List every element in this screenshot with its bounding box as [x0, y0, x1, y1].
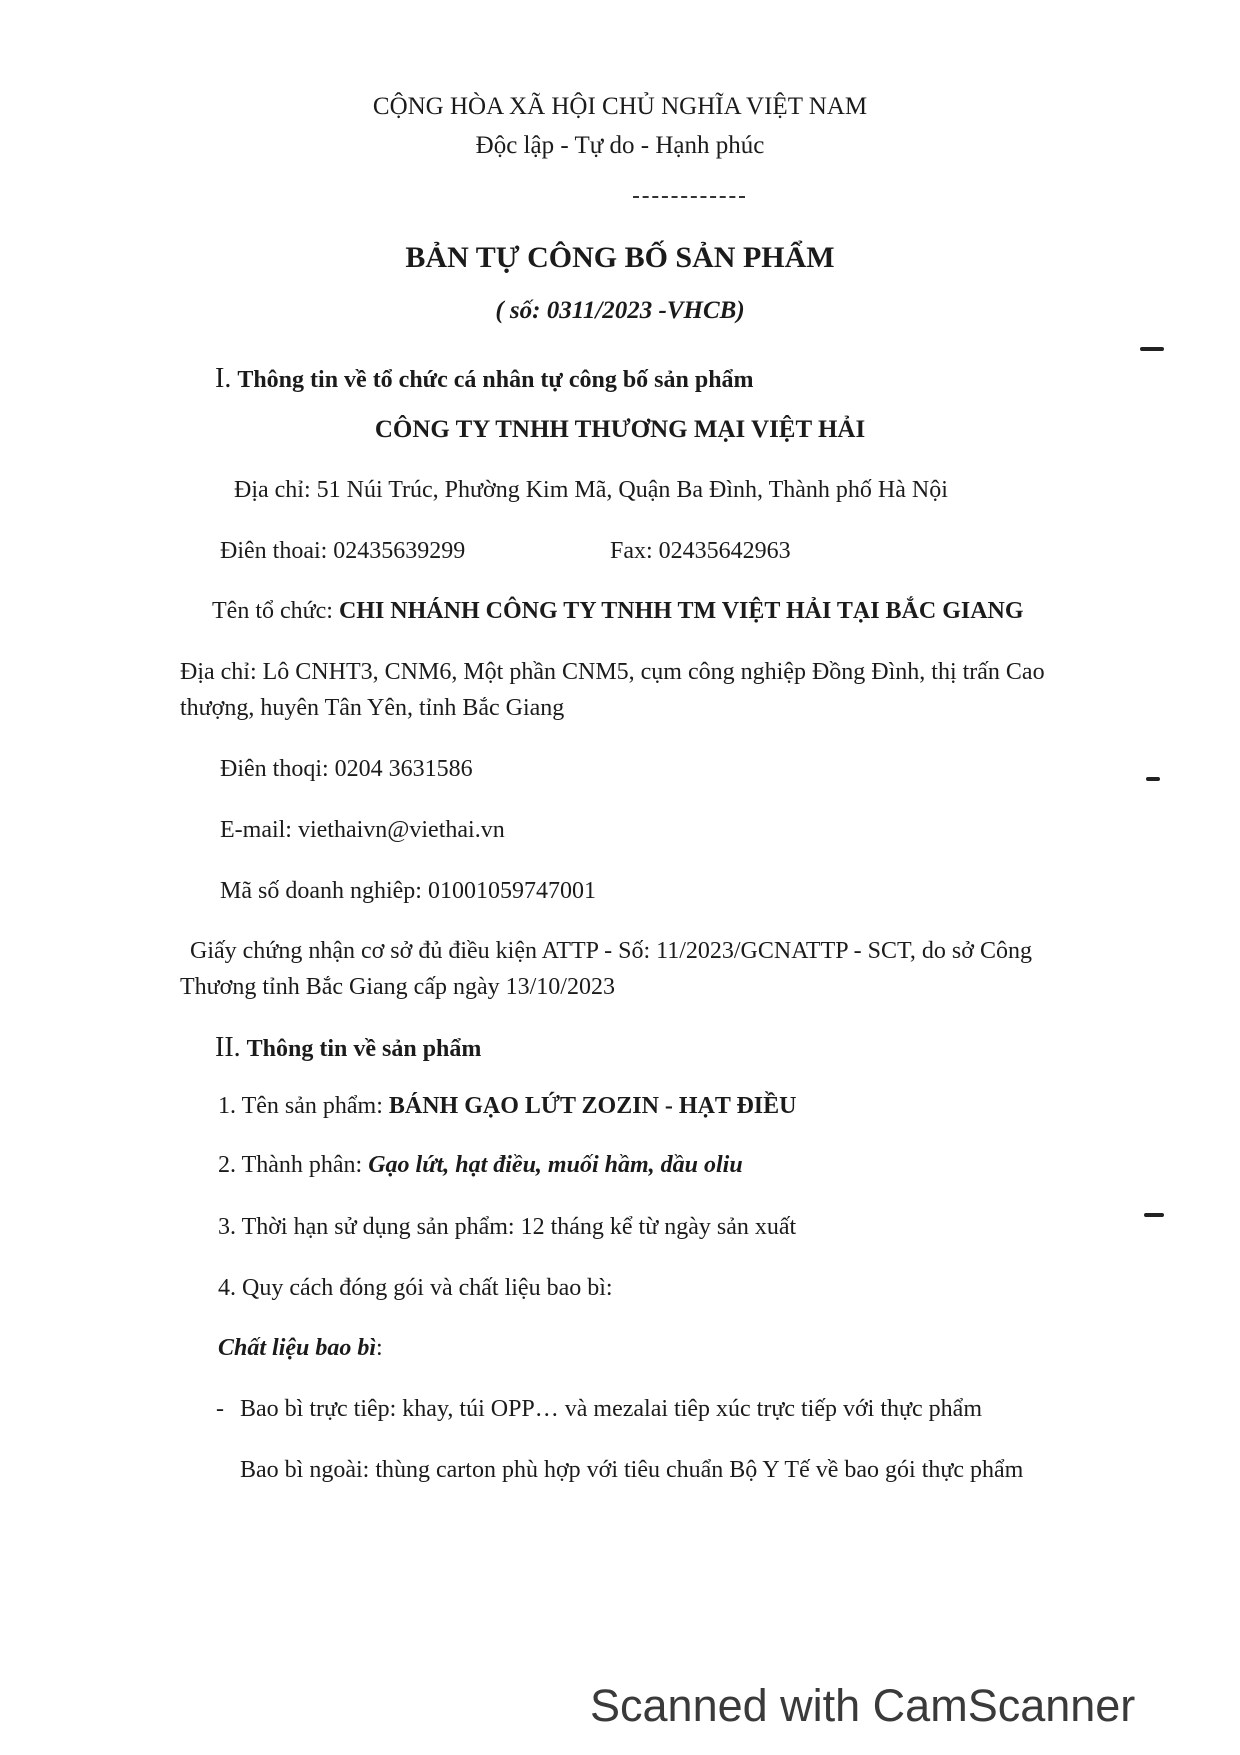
tax-code: Mã số doanh nghiêp: 01001059747001 [220, 878, 596, 904]
packaging-direct-text: Bao bì trực tiêp: khay, túi OPP… và mezalai tiêp xúc trực tiếp với thực phẩm [240, 1396, 982, 1422]
certificate-line-2: Thương tỉnh Bắc Giang cấp ngày 13/10/2023 [180, 974, 615, 1000]
national-motto: Độc lập - Tự do - Hạnh phúc [475, 132, 765, 159]
packaging-material-colon: : [376, 1335, 383, 1361]
bullet-dash: - [216, 1396, 224, 1422]
packaging-direct-line [216, 1394, 982, 1424]
scan-artifact-mark [1146, 777, 1160, 781]
packaging-material-heading [218, 1333, 383, 1363]
scan-artifact-mark [1140, 347, 1164, 351]
product-name-label: 1. Tên sản phẩm: [218, 1093, 389, 1119]
organization-name: CHI NHÁNH CÔNG TY TNHH TM VIỆT HẢI TẠI BẮC GIANG [338, 598, 1024, 624]
camscanner-watermark: Scanned with CamScanner [590, 1680, 1136, 1731]
packaging-spec-line: 4. Quy cách đóng gói và chất liệu bao bì: [218, 1275, 613, 1301]
company-fax: Fax: 02435642963 [610, 538, 791, 564]
ingredients-value: Gạo lứt, hạt điều, muối hầm, dầu oliu [368, 1152, 743, 1178]
product-name-line [218, 1091, 796, 1121]
section-2-heading [215, 1033, 481, 1064]
product-name-value: BÁNH GẠO LỨT ZOZIN - HẠT ĐIỀU [388, 1093, 797, 1119]
shelf-life-line: 3. Thời hạn sử dụng sản phẩm: 12 tháng kể từ ngày sản xuất [218, 1214, 797, 1240]
scan-artifact-mark [1144, 1213, 1164, 1217]
document-number: ( số: 0311/2023 -VHCB) [495, 297, 745, 324]
company-name: CÔNG TY TNHH THƯƠNG MẠI VIỆT HẢI [374, 416, 866, 443]
section-2-title: Thông tin về sản phẩm [246, 1036, 482, 1062]
section-1-heading [215, 364, 754, 395]
company-phone: Điên thoai: 02435639299 [220, 538, 466, 564]
section-2-number: II. [215, 1032, 241, 1063]
ingredients-line [218, 1150, 743, 1180]
branch-address-line-1: Địa chỉ: Lô CNHT3, CNM6, Một phần CNM5, cụm công nghiệp Đồng Đình, thị trấn Cao [180, 659, 1045, 685]
packaging-outer-line: Bao bì ngoài: thùng carton phù hợp với tiêu chuẩn Bộ Y Tế về bao gói thực phẩm [240, 1457, 1024, 1483]
national-header: CỘNG HÒA XÃ HỘI CHỦ NGHĨA VIỆT NAM [372, 93, 868, 120]
branch-email: E-mail: viethaivn@viethai.vn [220, 817, 505, 843]
packaging-material-label: Chất liệu bao bì [218, 1335, 377, 1361]
section-1-title: Thông tin về tổ chức cá nhân tự công bố sản phẩm [237, 367, 754, 393]
certificate-line-1: Giấy chứng nhận cơ sở đủ điều kiện ATTP - Số: 11/2023/GCNATTP - SCT, do sở Công [190, 938, 1032, 964]
ingredients-label: 2. Thành phân: [218, 1152, 369, 1178]
organization-line [212, 596, 1024, 626]
header-separator [633, 196, 745, 198]
company-address: Địa chỉ: 51 Núi Trúc, Phường Kim Mã, Quận Ba Đình, Thành phố Hà Nội [234, 477, 948, 503]
branch-phone: Điên thoqi: 0204 3631586 [220, 756, 473, 782]
document-title: BẢN TỰ CÔNG BỐ SẢN PHẨM [405, 241, 835, 274]
section-1-number: I. [215, 363, 232, 394]
branch-address-line-2: thượng, huyên Tân Yên, tỉnh Bắc Giang [180, 695, 565, 721]
organization-label: Tên tổ chức: [212, 598, 339, 624]
